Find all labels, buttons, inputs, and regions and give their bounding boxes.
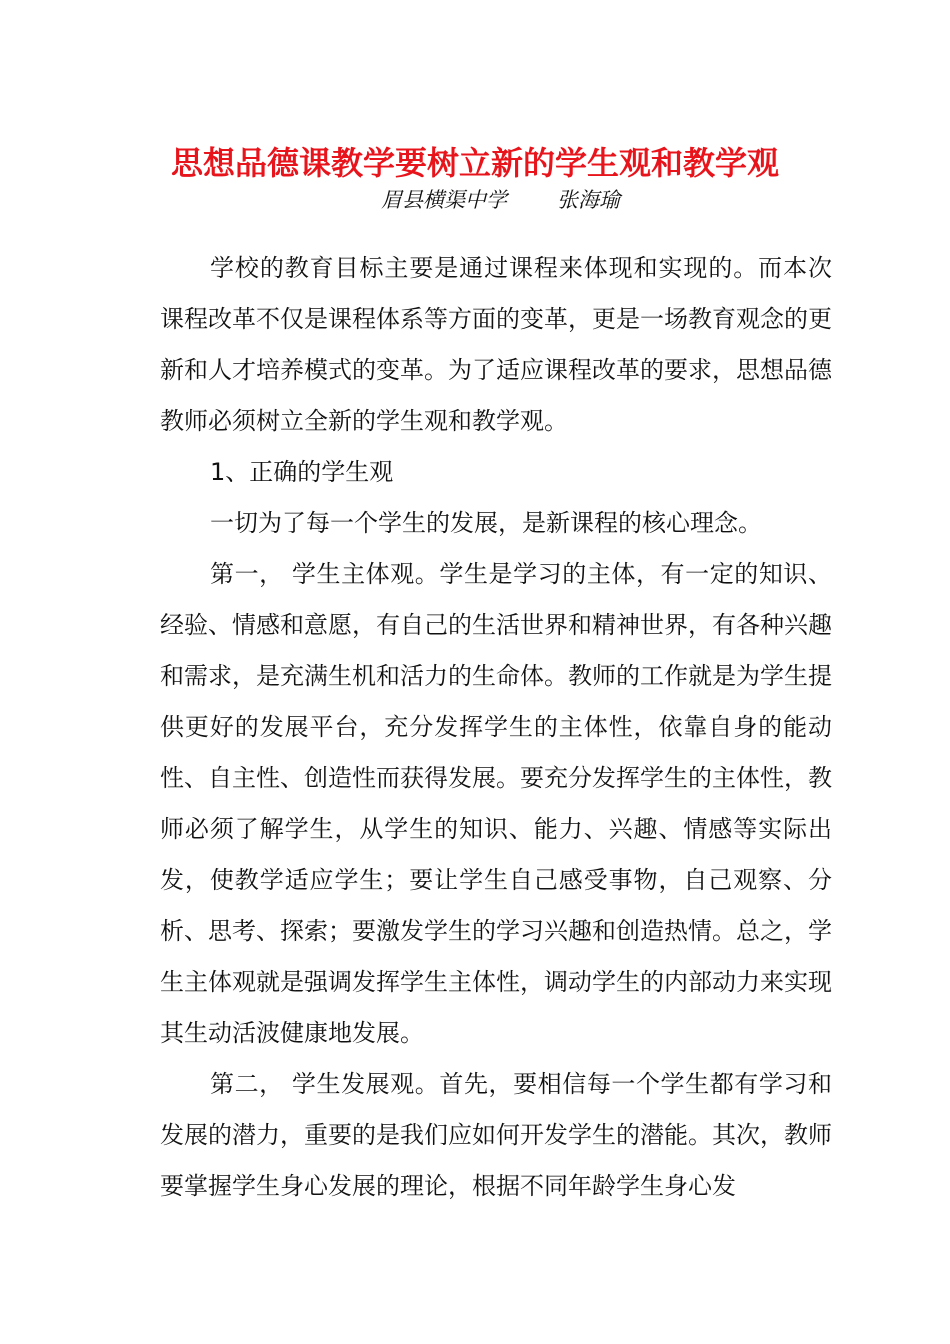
document-title: 思想品德课教学要树立新的学生观和教学观 xyxy=(170,144,779,182)
document-body xyxy=(160,243,832,1212)
section-heading: 1、正确的学生观 xyxy=(210,458,394,486)
paragraph-core-idea: 一切为了每一个学生的发展，是新课程的核心理念。 xyxy=(210,509,762,537)
paragraph-first-point: 第一， 学生主体观。学生是学习的主体，有一定的知识、经验、情感和意愿，有自己的生活世界和精神世界，有各种兴趣和需求，是充满生机和活力的生命体。教师的工作就是为学生提供更好的发展平台，充分发挥学生的主体性，依靠自身的能动性、自主性、创造性而获得发展。要充分发挥学生的主体性，教师必须了解学生，从学生的知识、能力、兴趣、情感等实际出发，使教学适应学生；要让学生自己感受事物，自己观察、分析、思考、探索；要激发学生的学习兴趣和创造热情。总之，学生主体观就是强调发挥学生主体性，调动学生的内部动力来实现其生动活波健康地发展。 xyxy=(160,560,832,1047)
byline xyxy=(381,186,620,214)
byline-author: 张海瑜 xyxy=(557,188,620,212)
byline-school: 眉县横渠中学 xyxy=(381,188,507,212)
paragraph-intro: 学校的教育目标主要是通过课程来体现和实现的。而本次课程改革不仅是课程体系等方面的变革，更是一场教育观念的更新和人才培养模式的变革。为了适应课程改革的要求，思想品德教师必须树立全新的学生观和教学观。 xyxy=(160,254,832,435)
paragraph-second-point: 第二， 学生发展观。首先，要相信每一个学生都有学习和发展的潜力，重要的是我们应如何开发学生的潜能。其次，教师要掌握学生身心发展的理论，根据不同年龄学生身心发 xyxy=(160,1070,832,1200)
